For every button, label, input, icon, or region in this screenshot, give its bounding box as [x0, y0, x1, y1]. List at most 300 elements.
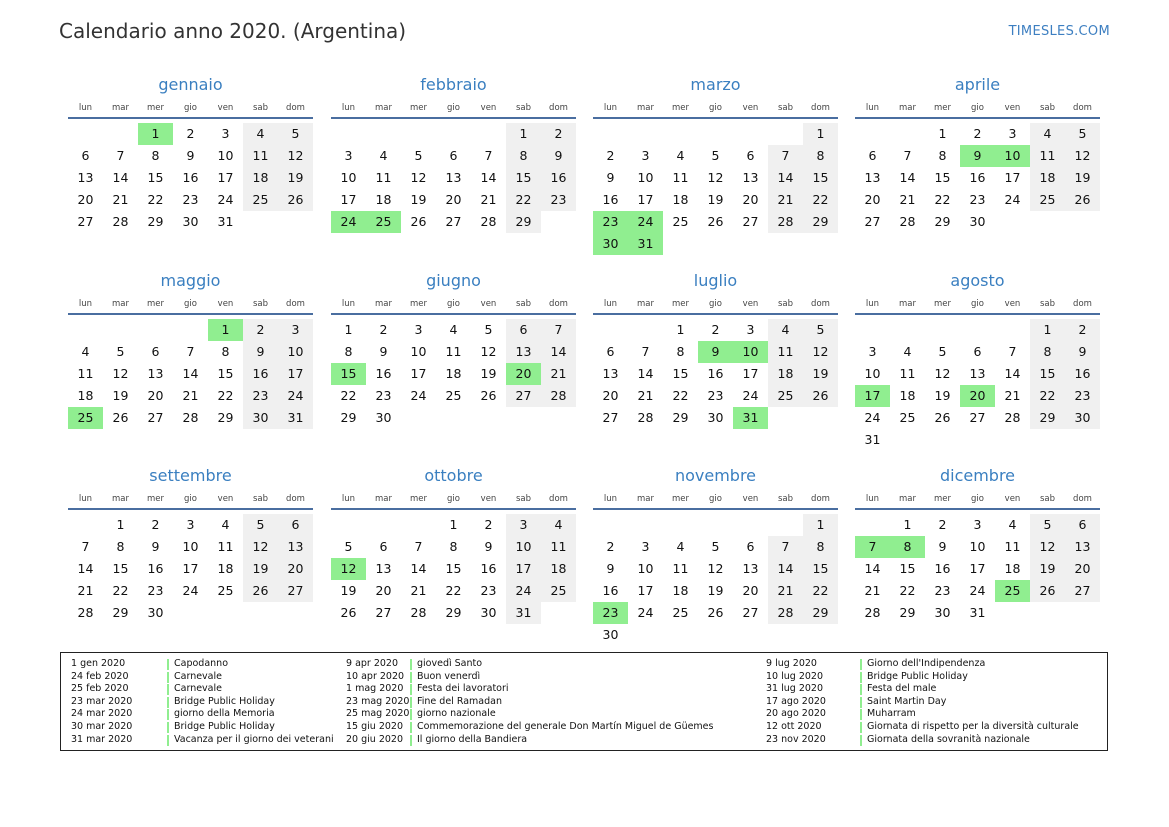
- day-cell: 27: [742, 605, 759, 620]
- day-cell: 15: [217, 366, 234, 381]
- day-cell: 4: [768, 319, 803, 341]
- day-cell: 19: [480, 366, 497, 381]
- day-cell: 7: [81, 539, 90, 554]
- holiday-day-cell: 31: [733, 407, 768, 429]
- empty-cell: [366, 123, 401, 145]
- brand-link[interactable]: TIMESLES.COM: [1008, 24, 1110, 39]
- holiday-marker: [860, 735, 862, 746]
- weekday-label: dom: [1073, 103, 1092, 113]
- holiday-name: Bridge Public Holiday: [174, 720, 275, 732]
- holiday-marker: [410, 722, 412, 733]
- day-cell: 29: [803, 211, 838, 233]
- day-cell: 10: [217, 148, 234, 163]
- day-cell: 4: [1008, 517, 1017, 532]
- day-cell: 3: [186, 517, 195, 532]
- day-cell: 9: [541, 145, 576, 167]
- holiday-date: 15 giu 2020: [346, 720, 403, 732]
- day-cell: 18: [375, 192, 392, 207]
- day-cell: 23: [707, 388, 724, 403]
- weekday-label: ven: [217, 299, 234, 309]
- day-cell: 23: [375, 388, 392, 403]
- day-cell: 25: [768, 385, 803, 407]
- day-cell: 24: [742, 388, 759, 403]
- day-cell: 1: [803, 514, 838, 536]
- day-cell: 11: [541, 536, 576, 558]
- day-grid: [593, 119, 838, 255]
- day-cell: 16: [147, 561, 164, 576]
- holiday-marker: [167, 735, 169, 746]
- weekday-header: [331, 490, 576, 508]
- day-cell: 29: [934, 214, 951, 229]
- day-cell: 18: [243, 167, 278, 189]
- day-cell: 13: [602, 366, 619, 381]
- weekday-label: sab: [252, 103, 269, 113]
- weekday-label: lun: [865, 494, 880, 504]
- day-cell: 13: [375, 561, 392, 576]
- day-cell: 22: [934, 192, 951, 207]
- day-cell: 4: [81, 344, 90, 359]
- day-cell: 11: [1030, 145, 1065, 167]
- weekday-label: mar: [899, 299, 916, 309]
- day-cell: 24: [506, 580, 541, 602]
- day-cell: 5: [711, 148, 720, 163]
- weekday-label: gio: [709, 103, 722, 113]
- day-cell: 8: [676, 344, 685, 359]
- day-cell: 25: [672, 214, 689, 229]
- holiday-name: Fine del Ramadan: [417, 695, 502, 707]
- day-cell: 21: [637, 388, 654, 403]
- day-cell: 29: [340, 410, 357, 425]
- day-cell: 14: [1004, 366, 1021, 381]
- month-name: ottobre: [424, 466, 483, 485]
- holiday-name: Saint Martin Day: [867, 695, 947, 707]
- day-cell: 18: [445, 366, 462, 381]
- day-cell: 8: [449, 539, 458, 554]
- empty-cell: [103, 123, 138, 145]
- weekday-label: ven: [1004, 299, 1021, 309]
- holiday-name: Buon venerdì: [417, 670, 481, 682]
- holiday-marker: [410, 684, 412, 695]
- day-cell: 26: [278, 189, 313, 211]
- weekday-label: sab: [1039, 103, 1056, 113]
- day-cell: 2: [606, 539, 615, 554]
- day-cell: 11: [1004, 539, 1021, 554]
- day-cell: 23: [243, 385, 278, 407]
- day-cell: 9: [151, 539, 160, 554]
- day-cell: 26: [243, 580, 278, 602]
- day-cell: 8: [938, 148, 947, 163]
- holiday-day-cell: 15: [331, 363, 366, 385]
- day-cell: 26: [707, 214, 724, 229]
- day-cell: 15: [934, 170, 951, 185]
- day-cell: 11: [375, 170, 392, 185]
- day-cell: 31: [969, 605, 986, 620]
- weekday-label: ven: [480, 494, 497, 504]
- holiday-day-cell: 17: [855, 385, 890, 407]
- empty-cell: [331, 514, 366, 536]
- day-cell: 15: [803, 167, 838, 189]
- holiday-date: 24 feb 2020: [71, 670, 129, 682]
- holiday-date: 20 ago 2020: [766, 708, 826, 720]
- day-cell: 26: [480, 388, 497, 403]
- day-cell: 15: [803, 558, 838, 580]
- weekday-label: ven: [217, 103, 234, 113]
- day-cell: 8: [803, 145, 838, 167]
- day-cell: 4: [221, 517, 230, 532]
- weekday-label: dom: [549, 103, 568, 113]
- day-cell: 21: [768, 189, 803, 211]
- day-cell: 29: [506, 211, 541, 233]
- day-cell: 7: [768, 536, 803, 558]
- day-cell: 22: [445, 583, 462, 598]
- day-cell: 9: [379, 344, 388, 359]
- day-cell: 2: [186, 126, 195, 141]
- weekday-label: mar: [637, 103, 654, 113]
- weekday-label: dom: [1073, 494, 1092, 504]
- holiday-marker: [167, 722, 169, 733]
- month-gennaio: [68, 73, 313, 233]
- day-cell: 2: [606, 148, 615, 163]
- day-cell: 12: [803, 341, 838, 363]
- weekday-label: sab: [515, 494, 532, 504]
- day-cell: 3: [746, 322, 755, 337]
- day-cell: 13: [742, 170, 759, 185]
- empty-cell: [663, 514, 698, 536]
- weekday-label: gio: [447, 103, 460, 113]
- weekday-label: lun: [603, 299, 618, 309]
- day-cell: 28: [864, 605, 881, 620]
- weekday-label: dom: [811, 494, 830, 504]
- day-cell: 30: [480, 605, 497, 620]
- day-grid: [855, 510, 1100, 624]
- day-cell: 24: [410, 388, 427, 403]
- weekday-header: [593, 295, 838, 313]
- day-cell: 12: [243, 536, 278, 558]
- holiday-date: 25 mag 2020: [346, 708, 410, 720]
- holiday-date: 30 mar 2020: [71, 720, 133, 732]
- day-cell: 25: [672, 605, 689, 620]
- day-cell: 19: [340, 583, 357, 598]
- day-cell: 19: [278, 167, 313, 189]
- day-cell: 2: [938, 517, 947, 532]
- day-cell: 29: [112, 605, 129, 620]
- weekday-label: dom: [1073, 299, 1092, 309]
- day-cell: 26: [1030, 580, 1065, 602]
- day-cell: 18: [1004, 561, 1021, 576]
- day-cell: 21: [541, 363, 576, 385]
- weekday-label: sab: [777, 299, 794, 309]
- empty-cell: [890, 123, 925, 145]
- day-cell: 11: [77, 366, 94, 381]
- weekday-label: dom: [286, 494, 305, 504]
- day-cell: 19: [410, 192, 427, 207]
- holiday-day-cell: 23: [593, 211, 628, 233]
- day-cell: 21: [1004, 388, 1021, 403]
- day-cell: 28: [480, 214, 497, 229]
- day-cell: 2: [711, 322, 720, 337]
- day-cell: 28: [899, 214, 916, 229]
- weekday-label: mer: [671, 103, 689, 113]
- day-cell: 5: [278, 123, 313, 145]
- empty-cell: [768, 123, 803, 145]
- day-cell: 18: [77, 388, 94, 403]
- day-cell: 18: [541, 558, 576, 580]
- empty-cell: [471, 123, 506, 145]
- day-cell: 22: [112, 583, 129, 598]
- weekday-label: mer: [146, 494, 164, 504]
- day-cell: 5: [484, 322, 493, 337]
- empty-cell: [436, 123, 471, 145]
- day-cell: 7: [186, 344, 195, 359]
- weekday-header: [593, 99, 838, 117]
- day-cell: 7: [414, 539, 423, 554]
- day-grid: [68, 510, 313, 624]
- day-cell: 3: [221, 126, 230, 141]
- weekday-label: ven: [742, 103, 759, 113]
- day-cell: 10: [278, 341, 313, 363]
- day-cell: 24: [969, 583, 986, 598]
- day-cell: 3: [868, 344, 877, 359]
- day-cell: 19: [707, 192, 724, 207]
- day-cell: 26: [410, 214, 427, 229]
- day-cell: 31: [506, 602, 541, 624]
- day-cell: 14: [768, 167, 803, 189]
- day-cell: 25: [217, 583, 234, 598]
- holiday-day-cell: 25: [995, 580, 1030, 602]
- day-cell: 7: [484, 148, 493, 163]
- month-aprile: [855, 73, 1100, 233]
- holiday-day-cell: 7: [855, 536, 890, 558]
- holiday-day-cell: 9: [698, 341, 733, 363]
- day-cell: 6: [81, 148, 90, 163]
- day-cell: 22: [217, 388, 234, 403]
- day-cell: 14: [899, 170, 916, 185]
- weekday-label: mar: [899, 494, 916, 504]
- weekday-label: dom: [549, 494, 568, 504]
- day-cell: 8: [506, 145, 541, 167]
- holiday-marker: [167, 684, 169, 695]
- day-cell: 19: [112, 388, 129, 403]
- holiday-name: Bridge Public Holiday: [174, 695, 275, 707]
- empty-cell: [855, 319, 890, 341]
- weekday-label: sab: [252, 299, 269, 309]
- day-cell: 5: [938, 344, 947, 359]
- day-cell: 15: [506, 167, 541, 189]
- day-cell: 3: [641, 148, 650, 163]
- day-grid: [68, 119, 313, 233]
- day-cell: 22: [672, 388, 689, 403]
- day-cell: 12: [934, 366, 951, 381]
- day-cell: 27: [445, 214, 462, 229]
- day-cell: 3: [278, 319, 313, 341]
- month-name: agosto: [950, 271, 1005, 290]
- day-cell: 10: [182, 539, 199, 554]
- day-cell: 17: [637, 583, 654, 598]
- day-cell: 10: [410, 344, 427, 359]
- holiday-name: giorno nazionale: [417, 708, 496, 720]
- day-cell: 22: [147, 192, 164, 207]
- month-name: dicembre: [939, 466, 1016, 485]
- day-cell: 18: [672, 583, 689, 598]
- day-cell: 6: [746, 148, 755, 163]
- weekday-label: lun: [78, 299, 93, 309]
- holiday-marker: [410, 735, 412, 746]
- day-cell: 29: [899, 605, 916, 620]
- weekday-label: ven: [217, 494, 234, 504]
- weekday-label: mar: [637, 494, 654, 504]
- weekday-label: gio: [971, 299, 984, 309]
- weekday-label: lun: [865, 299, 880, 309]
- day-cell: 19: [1065, 167, 1100, 189]
- empty-cell: [628, 319, 663, 341]
- holiday-day-cell: 8: [890, 536, 925, 558]
- holiday-day-cell: 9: [960, 145, 995, 167]
- day-cell: 27: [1065, 580, 1100, 602]
- holiday-marker: [167, 659, 169, 670]
- day-cell: 29: [803, 602, 838, 624]
- day-cell: 18: [217, 561, 234, 576]
- day-cell: 27: [375, 605, 392, 620]
- day-cell: 4: [243, 123, 278, 145]
- day-cell: 7: [641, 344, 650, 359]
- holiday-name: Carnevale: [174, 683, 222, 695]
- day-cell: 6: [868, 148, 877, 163]
- day-cell: 10: [637, 561, 654, 576]
- day-cell: 7: [1008, 344, 1017, 359]
- weekday-label: ven: [742, 299, 759, 309]
- day-cell: 20: [1065, 558, 1100, 580]
- weekday-label: lun: [341, 494, 356, 504]
- holiday-name: Vacanza per il giorno dei veterani: [174, 733, 334, 745]
- weekday-label: ven: [742, 494, 759, 504]
- day-cell: 9: [1065, 341, 1100, 363]
- day-cell: 5: [803, 319, 838, 341]
- day-cell: 1: [903, 517, 912, 532]
- weekday-label: gio: [184, 494, 197, 504]
- day-cell: 12: [112, 366, 129, 381]
- month-maggio: [68, 269, 313, 429]
- day-cell: 27: [864, 214, 881, 229]
- day-grid: [593, 510, 838, 646]
- day-cell: 5: [711, 539, 720, 554]
- day-cell: 22: [506, 189, 541, 211]
- day-cell: 24: [182, 583, 199, 598]
- day-cell: 15: [1030, 363, 1065, 385]
- day-cell: 17: [410, 366, 427, 381]
- day-cell: 2: [151, 517, 160, 532]
- day-cell: 5: [243, 514, 278, 536]
- day-cell: 1: [506, 123, 541, 145]
- weekday-label: gio: [447, 494, 460, 504]
- day-cell: 14: [480, 170, 497, 185]
- weekday-label: sab: [515, 299, 532, 309]
- weekday-header: [855, 490, 1100, 508]
- day-cell: 13: [969, 366, 986, 381]
- month-name: gennaio: [158, 75, 223, 94]
- day-cell: 14: [112, 170, 129, 185]
- day-cell: 12: [1065, 145, 1100, 167]
- weekday-header: [855, 295, 1100, 313]
- empty-cell: [173, 319, 208, 341]
- day-cell: 25: [899, 410, 916, 425]
- day-cell: 16: [707, 366, 724, 381]
- holiday-date: 12 ott 2020: [766, 720, 822, 732]
- day-cell: 6: [606, 344, 615, 359]
- holiday-name: Bridge Public Holiday: [867, 670, 968, 682]
- weekday-label: gio: [184, 299, 197, 309]
- weekday-label: mar: [375, 103, 392, 113]
- day-cell: 27: [77, 214, 94, 229]
- day-cell: 30: [147, 605, 164, 620]
- weekday-header: [331, 99, 576, 117]
- weekday-label: ven: [1004, 494, 1021, 504]
- day-cell: 2: [484, 517, 493, 532]
- day-cell: 9: [606, 561, 615, 576]
- day-cell: 14: [637, 366, 654, 381]
- day-cell: 27: [506, 385, 541, 407]
- day-cell: 19: [707, 583, 724, 598]
- empty-cell: [331, 123, 366, 145]
- day-cell: 2: [243, 319, 278, 341]
- weekday-header: [68, 295, 313, 313]
- holiday-date: 9 lug 2020: [766, 658, 817, 669]
- day-cell: 13: [1065, 536, 1100, 558]
- day-cell: 3: [344, 148, 353, 163]
- day-cell: 18: [1030, 167, 1065, 189]
- month-name: luglio: [693, 271, 738, 290]
- empty-cell: [768, 514, 803, 536]
- day-cell: 9: [186, 148, 195, 163]
- day-cell: 26: [803, 385, 838, 407]
- month-name: febbraio: [420, 75, 487, 94]
- holiday-marker: [410, 709, 412, 720]
- holiday-day-cell: 1: [208, 319, 243, 341]
- holiday-day-cell: 31: [628, 233, 663, 255]
- holiday-date: 31 mar 2020: [71, 733, 133, 745]
- holiday-name: Giorno dell'Indipendenza: [867, 658, 986, 669]
- day-cell: 13: [147, 366, 164, 381]
- month-giugno: [331, 269, 576, 429]
- day-cell: 18: [672, 192, 689, 207]
- weekday-label: dom: [549, 299, 568, 309]
- holiday-day-cell: 24: [628, 211, 663, 233]
- weekday-label: dom: [811, 103, 830, 113]
- day-cell: 12: [278, 145, 313, 167]
- day-cell: 31: [864, 432, 881, 447]
- holiday-date: 1 gen 2020: [71, 658, 126, 669]
- day-cell: 22: [899, 583, 916, 598]
- weekday-label: dom: [811, 299, 830, 309]
- empty-cell: [401, 123, 436, 145]
- weekday-label: mer: [146, 103, 164, 113]
- day-cell: 8: [221, 344, 230, 359]
- empty-cell: [890, 319, 925, 341]
- day-cell: 14: [541, 341, 576, 363]
- holiday-name: Il giorno della Bandiera: [417, 733, 528, 745]
- day-cell: 1: [116, 517, 125, 532]
- day-cell: 21: [480, 192, 497, 207]
- day-cell: 6: [746, 539, 755, 554]
- holiday-date: 17 ago 2020: [766, 695, 826, 707]
- holiday-day-cell: 30: [593, 233, 628, 255]
- day-cell: 8: [1030, 341, 1065, 363]
- day-cell: 27: [742, 214, 759, 229]
- day-cell: 4: [1030, 123, 1065, 145]
- day-cell: 1: [938, 126, 947, 141]
- weekday-label: mer: [933, 494, 951, 504]
- holiday-date: 10 apr 2020: [346, 670, 405, 682]
- day-cell: 6: [278, 514, 313, 536]
